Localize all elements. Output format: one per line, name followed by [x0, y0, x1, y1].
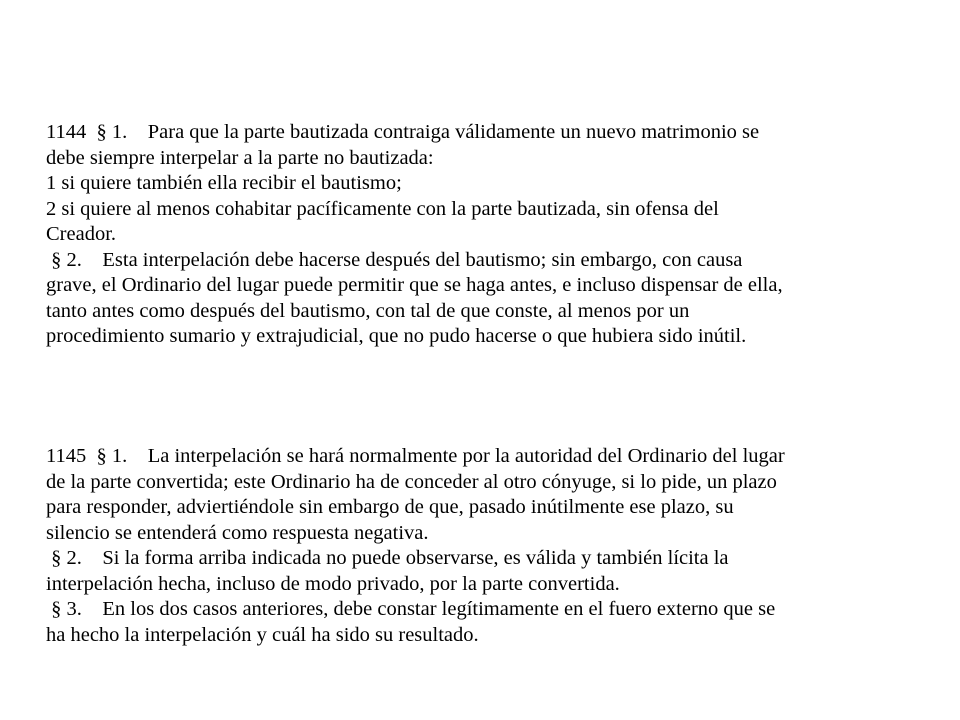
text-line: silencio se entenderá como respuesta negativa.	[46, 521, 429, 544]
text-line: 1144 § 1. Para que la parte bautizada contraiga válidamente un nuevo matrimonio se	[46, 121, 760, 143]
text-line: 1 si quiere también ella recibir el bautismo;	[46, 172, 402, 194]
text-line: interpelación hecha, incluso de modo privado, por la parte convertida.	[46, 572, 620, 595]
canon-1145	[46, 444, 926, 648]
text-line: 1145 § 1. La interpelación se hará normalmente por la autoridad del Ordinario del lugar	[46, 445, 785, 467]
text-line: § 2. Esta interpelación debe hacerse después del bautismo; sin embargo, con causa	[46, 248, 743, 271]
text-line: grave, el Ordinario del lugar puede permitir que se haga antes, e incluso dispensar de ella,	[46, 274, 783, 296]
text-line: Creador.	[46, 223, 117, 245]
text-line: ha hecho la interpelación y cuál ha sido su resultado.	[46, 623, 479, 646]
text-line: debe siempre interpelar a la parte no bautizada:	[46, 146, 434, 169]
text-line: de la parte convertida; este Ordinario ha de conceder al otro cónyuge, si lo pide, un plazo	[46, 470, 777, 493]
text-line: procedimiento sumario y extrajudicial, que no pudo hacerse o que hubiera sido inútil.	[46, 325, 747, 347]
text-line: tanto antes como después del bautismo, con tal de que conste, al menos por un	[46, 299, 690, 322]
text-line: 2 si quiere al menos cohabitar pacíficamente con la parte bautizada, sin ofensa del	[46, 197, 719, 220]
text-line: § 3. En los dos casos anteriores, debe constar legítimamente en el fuero externo que se	[46, 598, 776, 620]
text-line: § 2. Si la forma arriba indicada no puede observarse, es válida y también lícita la	[46, 547, 729, 569]
text-line: para responder, adviertiéndole sin embargo de que, pasado inútilmente ese plazo, su	[46, 496, 734, 518]
canon-1144	[46, 120, 926, 350]
